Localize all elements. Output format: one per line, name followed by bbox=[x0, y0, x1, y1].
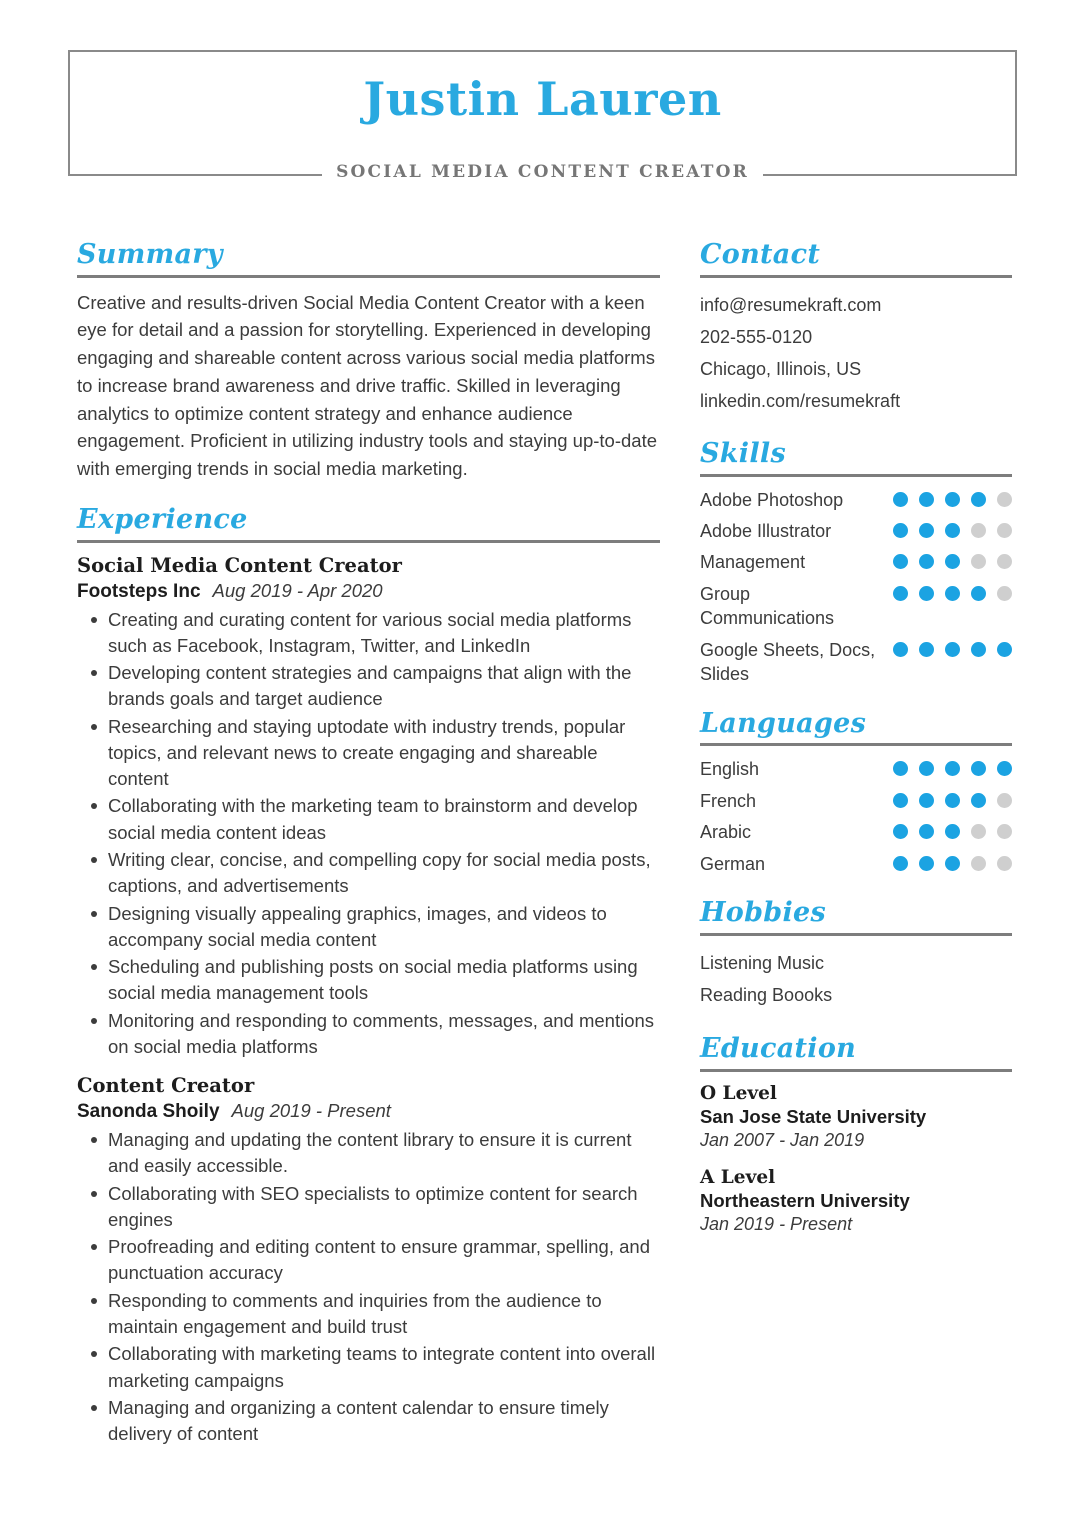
rating-dot-filled bbox=[945, 586, 960, 601]
job-bullet: Managing and organizing a content calendar to ensure timely delivery of content bbox=[77, 1395, 660, 1448]
section-experience bbox=[77, 505, 660, 1447]
job-bullet: Writing clear, concise, and compelling copy for social media posts, captions, and advertisements bbox=[77, 847, 660, 900]
language-item-label: German bbox=[700, 853, 766, 874]
language-item-rating bbox=[893, 852, 1012, 871]
education-school: San Jose State University bbox=[700, 1105, 927, 1127]
rating-dot-empty bbox=[997, 523, 1012, 538]
rating-dot-filled bbox=[919, 492, 934, 507]
job-bullet: Collaborating with marketing teams to integrate content into overall marketing campaigns bbox=[77, 1341, 660, 1394]
left-column bbox=[77, 240, 660, 1469]
job-bullet-list bbox=[77, 607, 660, 1061]
rating-dot-filled bbox=[919, 642, 934, 657]
experience-heading: Experience bbox=[77, 503, 248, 535]
rating-dot-filled bbox=[893, 824, 908, 839]
job-bullet: Proofreading and editing content to ensure grammar, spelling, and punctuation accuracy bbox=[77, 1234, 660, 1287]
languages-list bbox=[700, 757, 1012, 876]
rating-dot-empty bbox=[971, 824, 986, 839]
rating-dot-filled bbox=[893, 642, 908, 657]
education-dates: Jan 2019 - Present bbox=[700, 1213, 853, 1234]
job-dates: Aug 2019 - Present bbox=[231, 1100, 391, 1122]
rating-dot-filled bbox=[919, 761, 934, 776]
job-bullet: Responding to comments and inquiries from the audience to maintain engagement and build trust bbox=[77, 1288, 660, 1341]
rating-dot-empty bbox=[997, 492, 1012, 507]
section-summary bbox=[77, 240, 660, 483]
right-column bbox=[700, 240, 1012, 1257]
summary-text: Creative and results-driven Social Media Content Creator with a keen eye for detail and a passion for storytelling. Experienced in developing engaging and shareable content across various social media platforms to increase brand awareness and drive traffic. Skilled in leveraging analytics to optimize content strategy and enhance audience engagement. Proficient in utilizing industry tools and staying up-to-date with emerging trends in social media marketing. bbox=[77, 291, 658, 480]
skill-item-rating bbox=[893, 519, 1012, 538]
summary-divider bbox=[77, 275, 660, 278]
rating-dot-filled bbox=[971, 492, 986, 507]
rating-dot-empty bbox=[997, 856, 1012, 871]
language-item bbox=[700, 820, 1012, 844]
rating-dot-filled bbox=[945, 492, 960, 507]
rating-dot-filled bbox=[919, 824, 934, 839]
language-item-rating bbox=[893, 789, 1012, 808]
skills-heading: Skills bbox=[700, 437, 786, 469]
contact-line[interactable]: info@resumekraft.com bbox=[700, 294, 882, 315]
experience-item bbox=[77, 1074, 660, 1447]
rating-dot-empty bbox=[971, 856, 986, 871]
skill-item-label: Adobe Photoshop bbox=[700, 489, 844, 510]
rating-dot-filled bbox=[893, 761, 908, 776]
skill-item-rating bbox=[893, 638, 1012, 657]
rating-dot-filled bbox=[919, 554, 934, 569]
rating-dot-filled bbox=[945, 554, 960, 569]
education-degree: A Level bbox=[700, 1166, 776, 1188]
section-hobbies bbox=[700, 898, 1012, 1011]
education-item bbox=[700, 1083, 1012, 1151]
experience-divider bbox=[77, 540, 660, 543]
languages-divider bbox=[700, 743, 1012, 746]
language-item bbox=[700, 852, 1012, 876]
rating-dot-filled bbox=[893, 586, 908, 601]
rating-dot-filled bbox=[945, 824, 960, 839]
job-bullet-list bbox=[77, 1127, 660, 1447]
hobbies-list bbox=[700, 947, 1012, 1012]
education-list bbox=[700, 1083, 1012, 1235]
rating-dot-filled bbox=[971, 586, 986, 601]
section-education bbox=[700, 1034, 1012, 1235]
education-heading: Education bbox=[700, 1032, 857, 1064]
summary-heading: Summary bbox=[77, 239, 223, 270]
language-item-label: Arabic bbox=[700, 822, 752, 843]
skill-item-rating bbox=[893, 550, 1012, 569]
rating-dot-filled bbox=[945, 793, 960, 808]
language-item bbox=[700, 789, 1012, 813]
rating-dot-filled bbox=[919, 793, 934, 808]
rating-dot-empty bbox=[997, 586, 1012, 601]
skill-item-label: Group Communications bbox=[700, 583, 835, 629]
rating-dot-filled bbox=[919, 856, 934, 871]
contact-heading: Contact bbox=[700, 239, 821, 270]
job-title: Content Creator bbox=[77, 1074, 255, 1098]
experience-list bbox=[77, 554, 660, 1448]
job-bullet: Developing content strategies and campaigns that align with the brands goals and target audience bbox=[77, 660, 660, 713]
education-divider bbox=[700, 1069, 1012, 1072]
education-school: Northeastern University bbox=[700, 1189, 910, 1211]
skill-item-label: Google Sheets, Docs, Slides bbox=[700, 639, 876, 685]
hobbies-heading: Hobbies bbox=[700, 897, 827, 929]
rating-dot-empty bbox=[997, 824, 1012, 839]
candidate-name: Justin Lauren bbox=[363, 72, 722, 126]
skills-divider bbox=[700, 474, 1012, 477]
language-item-label: French bbox=[700, 790, 757, 811]
job-meta bbox=[77, 1100, 660, 1123]
rating-dot-filled bbox=[893, 554, 908, 569]
skill-item-rating bbox=[893, 488, 1012, 507]
language-item-rating bbox=[893, 757, 1012, 776]
skill-item bbox=[700, 488, 1012, 512]
language-item-rating bbox=[893, 820, 1012, 839]
rating-dot-filled bbox=[893, 523, 908, 538]
contact-list bbox=[700, 289, 1012, 417]
job-dates: Aug 2019 - Apr 2020 bbox=[212, 579, 383, 601]
job-bullet: Designing visually appealing graphics, images, and videos to accompany social media content bbox=[77, 901, 660, 954]
job-bullet: Creating and curating content for various social media platforms such as Facebook, Instagram, Twitter, and LinkedIn bbox=[77, 607, 660, 660]
hobby-item: Listening Music bbox=[700, 953, 825, 974]
job-bullet: Researching and staying uptodate with industry trends, popular topics, and relevant news to create engaging and shareable content bbox=[77, 714, 660, 793]
education-dates: Jan 2007 - Jan 2019 bbox=[700, 1129, 865, 1150]
job-bullet: Collaborating with the marketing team to brainstorm and develop social media content ideas bbox=[77, 793, 660, 846]
experience-item bbox=[77, 554, 660, 1061]
contact-line[interactable]: linkedin.com/resumekraft bbox=[700, 390, 901, 411]
job-meta bbox=[77, 580, 660, 603]
language-item-label: English bbox=[700, 759, 760, 780]
job-bullet: Managing and updating the content library to ensure it is current and easily accessible. bbox=[77, 1127, 660, 1180]
candidate-title-wrap bbox=[68, 162, 1017, 182]
languages-heading: Languages bbox=[700, 707, 867, 739]
rating-dot-empty bbox=[997, 554, 1012, 569]
contact-line[interactable]: Chicago, Illinois, US bbox=[700, 358, 862, 379]
rating-dot-filled bbox=[893, 492, 908, 507]
rating-dot-empty bbox=[997, 793, 1012, 808]
education-degree: O Level bbox=[700, 1082, 777, 1104]
section-languages bbox=[700, 709, 1012, 877]
job-title: Social Media Content Creator bbox=[77, 553, 402, 577]
skill-item-label: Management bbox=[700, 552, 806, 573]
job-bullet: Monitoring and responding to comments, messages, and mentions on social media platforms bbox=[77, 1008, 660, 1061]
rating-dot-filled bbox=[893, 856, 908, 871]
rating-dot-filled bbox=[893, 793, 908, 808]
skill-item-label: Adobe Illustrator bbox=[700, 520, 832, 541]
rating-dot-filled bbox=[971, 642, 986, 657]
rating-dot-filled bbox=[997, 642, 1012, 657]
rating-dot-filled bbox=[945, 761, 960, 776]
education-item bbox=[700, 1167, 1012, 1235]
job-company: Footsteps Inc bbox=[77, 580, 201, 602]
skill-item bbox=[700, 519, 1012, 543]
rating-dot-empty bbox=[971, 523, 986, 538]
rating-dot-filled bbox=[945, 523, 960, 538]
skills-list bbox=[700, 488, 1012, 687]
rating-dot-filled bbox=[919, 523, 934, 538]
job-bullet: Collaborating with SEO specialists to optimize content for search engines bbox=[77, 1181, 660, 1234]
section-skills bbox=[700, 439, 1012, 687]
job-bullet: Scheduling and publishing posts on social media platforms using social media management tools bbox=[77, 954, 660, 1007]
rating-dot-filled bbox=[945, 856, 960, 871]
contact-divider bbox=[700, 275, 1012, 278]
rating-dot-filled bbox=[919, 586, 934, 601]
skill-item bbox=[700, 638, 1012, 687]
hobbies-divider bbox=[700, 933, 1012, 936]
skill-item-rating bbox=[893, 582, 1012, 601]
rating-dot-filled bbox=[997, 761, 1012, 776]
job-company: Sanonda Shoily bbox=[77, 1101, 220, 1123]
skill-item bbox=[700, 582, 1012, 631]
skill-item bbox=[700, 550, 1012, 574]
language-item bbox=[700, 757, 1012, 781]
hobby-item: Reading Boooks bbox=[700, 985, 833, 1006]
contact-line[interactable]: 202-555-0120 bbox=[700, 326, 813, 347]
rating-dot-filled bbox=[971, 761, 986, 776]
section-contact bbox=[700, 240, 1012, 417]
rating-dot-filled bbox=[945, 642, 960, 657]
rating-dot-empty bbox=[971, 554, 986, 569]
rating-dot-filled bbox=[971, 793, 986, 808]
candidate-job-title: SOCIAL MEDIA CONTENT CREATOR bbox=[322, 162, 763, 182]
